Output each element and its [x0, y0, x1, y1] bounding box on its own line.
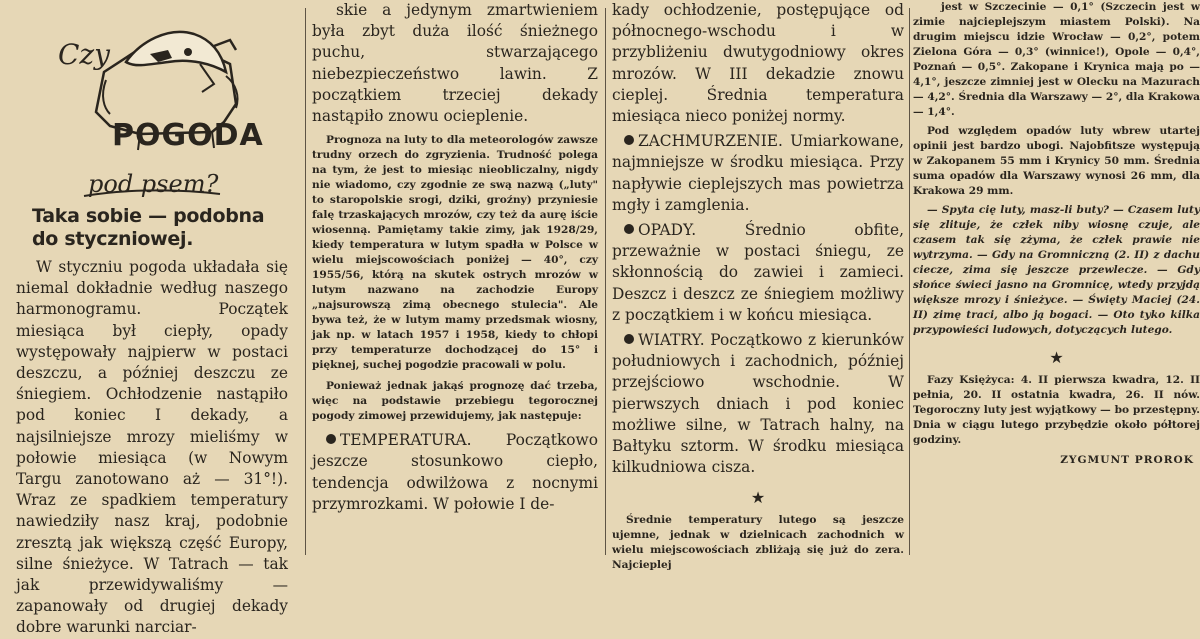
headline: Taka sobie — podobna do styczniowej.: [32, 205, 265, 250]
paragraph: Ponieważ jednak jakąś prognozę dać trzeba, więc na podstawie przebiegu tegorocznej pogody zimowej przewidujemy, jak następuje:: [312, 380, 598, 423]
star-separator-icon: ★: [750, 488, 766, 508]
paragraph-zachmurzenie: [612, 131, 904, 216]
section-text: Początkowo z kierunków południowych i zachodnich, później przejściowo wschodnie. W pierwszych dniach i pod koniec możliwe silne, w Tatrach halny, na Bałtyku sztorm. W środku miesiąca kilkudniowa cisza.: [612, 331, 904, 477]
logo-text-pod-psem: pod psem?: [88, 170, 219, 198]
logo-text-czy: Czy: [58, 38, 110, 71]
column-rule: [605, 8, 606, 555]
column-2: [312, 0, 598, 555]
section-label: OPADY.: [638, 221, 697, 240]
paragraph: W styczniu pogoda układała się niemal dokładnie według naszego harmonogramu. Początek miesiąca był ciepły, opady występowały najpierw w postaci deszczu, a później deszczu ze śniegiem. Ochłodzenie nastąpiło pod koniec I dekady, a najsilniejsze mrozy mieliśmy w połowie miesiąca (w Nowym Targu zanotowano aż — 31°!). Wraz ze spadkiem temperatury nawiedziły nasz kraj, podobnie zresztą jak większą część Europy, silne śnieżyce. W Tatrach — tak jak przewidywaliśmy — zapanowały od drugiej dekady dobre warunki narciar-: [16, 258, 288, 637]
column-rule: [305, 8, 306, 555]
paragraph: Prognoza na luty to dla meteorologów zawsze trudny orzech do zgryzienia. Trudność polega na tym, że jest to miesiąc nieobliczalny, nigdy nie wiadomo, czy zgodnie ze swą nazwą („luty" to staropolskie srogi, dziki, groźny) przyniesie falę trzaskających mrozów, czy też da aurę iście wiosenną. Pamiętamy takie zimy, jak 1928/29, kiedy temperatura w lutym spadła w Polsce w wielu miejscowościach poniżej — 40°, czy 1955/56, którą na skutek ostrych mrozów w lutym nazwano na zachodzie Europy „najsurowszą zimą obecnego stulecia". Ale bywa też, że w lutym mamy przedsmak wiosny, jak np. w latach 1957 i 1958, kiedy to chłopi przy temperaturze dochodzącej do 15° i pięknej, suchej pogodzie pracowali w polu.: [312, 134, 598, 372]
paragraph: Pod względem opadów luty wbrew utartej opinii jest bardzo ubogi. Najobfitsze występują w Zakopanem 55 mm i Krynicy 50 mm. Średnia suma opadów dla Warszawy wynosi 26 mm, dla Krakowa 29 mm.: [913, 125, 1200, 197]
section-label: TEMPERATURA.: [340, 431, 472, 450]
paragraph: kady ochłodzenie, postępujące od północnego-wschodu i w przybliżeniu dwutygodniowy okres mrozów. W III dekadzie znowu cieplej. Średnia temperatura miesiąca nieco poniżej normy.: [612, 1, 904, 126]
paragraph: jest w Szczecinie — 0,1° (Szczecin jest w zimie najcieplejszym miastem Polski). Na drugim miejscu idzie Wrocław — 0,2°, potem Zielona Góra — 0,3° (winnice!), Opole — 0,4°, Poznań — 0,5°. Zakopane i Krynica mają po — 4,1°, jeszcze zimniej jest w Olecku na Mazurach — 4,2°. Średnia dla Warszawy — 2°, dla Krakowa — 1,4°.: [913, 1, 1200, 118]
column-rule: [909, 8, 910, 555]
column-1: [0, 0, 300, 637]
section-label: ZACHMURZENIE.: [638, 132, 783, 151]
column-4: [913, 0, 1200, 555]
column-3: [612, 0, 904, 572]
bullet-dot-icon: [326, 434, 336, 444]
bullet-dot-icon: [624, 334, 634, 344]
paragraph-opady: [612, 220, 904, 326]
section-label: WIATRY.: [638, 331, 705, 350]
bullet-dot-icon: [624, 135, 634, 145]
bullet-dot-icon: [624, 224, 634, 234]
paragraph: Fazy Księżyca: 4. II pierwsza kwadra, 12. II pełnia, 20. II ostatnia kwadra, 26. II nów. Tegoroczny luty jest wyjątkowy — bo przestępny. Dnia w ciągu lutego przybędzie około półtorej godziny.: [913, 374, 1200, 446]
author-signature: ZYGMUNT PROROK: [1060, 454, 1194, 466]
section-text: Umiarkowane, najmniejsze w środku miesiąca. Przy napływie cieplejszych mas powietrza mgły i zamglenia.: [612, 132, 904, 214]
paragraph: skie a jedynym zmartwieniem była zbyt duża ilość śnieżnego puchu, stwarzającego niebezpieczeństwo lawin. Z początkiem trzeciej dekady nastąpiło znowu ocieplenie.: [312, 1, 598, 126]
paragraph-proverbs: — Spyta cię luty, masz-li buty? — Czasem luty się zlituje, że człek niby wiosnę czuje, ale czasem tak się zżyma, że człek prawie nie wytrzyma. — Gdy na Gromniczną (2. II) z dachu ciecze, zima się jeszcze przewlecze. — Gdy słońce świeci jasno na Gromnicę, wtedy przyjdą większe mrozy i śnieżyce. — Święty Maciej (24. II) zimę traci, albo ją bogaci. — Oto tyko kilka przypowieści ludowych, dotyczących lutego.: [913, 204, 1200, 336]
paragraph: Średnie temperatury lutego są jeszcze ujemne, jednak w dzielnicach zachodnich w wielu miejscowościach zbliżają się już do zera. Najcieplej: [612, 514, 904, 572]
paragraph-temperatura: [312, 430, 598, 515]
section-text: Średnio obfite, przeważnie w postaci śniegu, ze skłonnością do zawiei i zamieci. Deszcz i deszcz ze śniegiem możliwy z początkiem i w końcu miesiąca.: [612, 221, 904, 324]
section-text: Początkowo jeszcze stosunkowo ciepło, tendencja odwilżowa z nocnymi przymrozkami. W połowie I de-: [312, 431, 598, 513]
logo-text-pogoda: POGODA: [112, 118, 264, 153]
star-separator-icon: ★: [1049, 348, 1064, 367]
column-logo: [0, 0, 300, 205]
paragraph-wiatry: [612, 330, 904, 478]
